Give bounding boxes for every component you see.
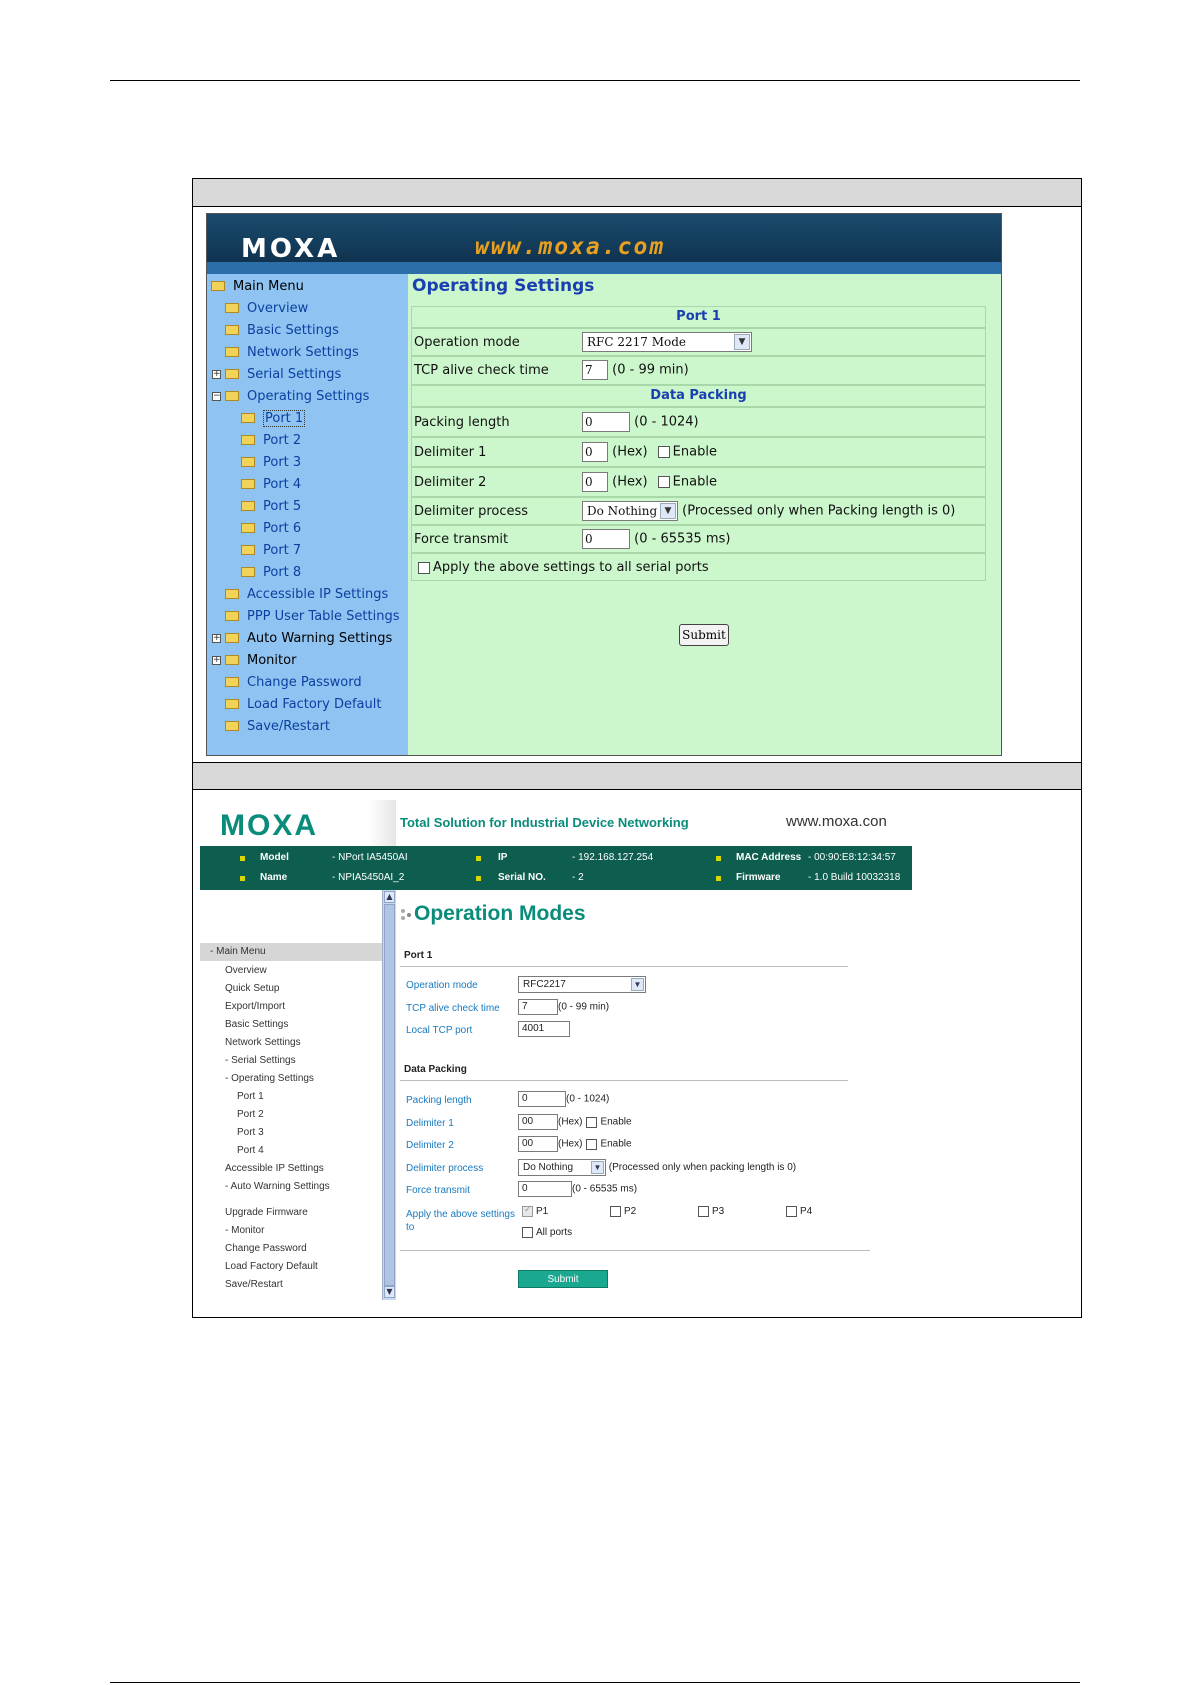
delimiter-2-enable-label: Enable xyxy=(600,1138,632,1150)
operation-mode-label: Operation mode xyxy=(406,980,478,991)
local-tcp-port-label: Local TCP port xyxy=(406,1025,473,1036)
tree-item-ppp-user-table[interactable]: PPP User Table Settings xyxy=(225,608,399,626)
menu-item-change-password[interactable]: Change Password xyxy=(225,1243,307,1254)
folder-icon xyxy=(225,347,239,357)
apply-p4-label: P4 xyxy=(800,1206,813,1218)
delimiter-2-input[interactable]: 00 xyxy=(518,1136,558,1152)
operation-mode-label: Operation mode xyxy=(414,335,520,350)
submit-button[interactable]: Submit xyxy=(518,1270,608,1288)
name-value: - NPIA5450AI_2 xyxy=(332,872,405,883)
force-transmit-input[interactable]: 0 xyxy=(518,1181,572,1197)
tree-item-serial-settings[interactable]: Serial Settings xyxy=(225,366,341,384)
serial-value: - 2 xyxy=(572,872,584,883)
delimiter-2-label: Delimiter 2 xyxy=(406,1140,454,1151)
main-menu-header[interactable]: - Main Menu xyxy=(200,943,382,961)
delimiter-1-enable-label: Enable xyxy=(600,1116,632,1128)
apply-all-ports-label: All ports xyxy=(536,1227,573,1239)
tree-item-port-1[interactable]: Port 1 xyxy=(241,410,305,428)
page-title: Operating Settings xyxy=(412,276,595,296)
delimiter-2-input[interactable]: 0 xyxy=(582,472,608,492)
chevron-down-icon: ▼ xyxy=(631,978,644,991)
data-packing-title: Data Packing xyxy=(404,1064,467,1075)
tree-item-port-4[interactable]: Port 4 xyxy=(241,476,301,494)
old-main-panel xyxy=(408,274,1001,755)
menu-item-port-1[interactable]: Port 1 xyxy=(237,1091,264,1102)
tree-item-change-password[interactable]: Change Password xyxy=(225,674,362,692)
chevron-down-icon: ▼ xyxy=(660,503,676,519)
operation-mode-select[interactable]: RFC2217 ▼ xyxy=(518,976,646,993)
tree-item-operating-settings[interactable]: Operating Settings xyxy=(225,388,369,406)
caption-band-middle xyxy=(193,762,1081,790)
apply-p3-label: P3 xyxy=(712,1206,725,1218)
folder-icon xyxy=(241,457,255,467)
data-packing-header: Data Packing xyxy=(411,385,986,407)
apply-all-checkbox[interactable] xyxy=(418,562,430,574)
section-divider xyxy=(400,1250,870,1251)
tree-item-accessible-ip[interactable]: Accessible IP Settings xyxy=(225,586,388,604)
packing-length-label: Packing length xyxy=(406,1095,472,1106)
caption-band-top xyxy=(193,179,1081,207)
delimiter-1-enable-checkbox[interactable] xyxy=(586,1117,597,1128)
row-delimiter-process xyxy=(411,497,986,525)
menu-item-port-3[interactable]: Port 3 xyxy=(237,1127,264,1138)
title-dots-icon xyxy=(400,908,412,922)
new-web-console xyxy=(200,800,912,1300)
bullet-icon xyxy=(716,856,721,861)
folder-icon xyxy=(225,369,239,379)
row-apply-all xyxy=(411,553,986,581)
scrollbar-thumb[interactable] xyxy=(384,904,395,1286)
folder-icon xyxy=(225,633,239,643)
delimiter-1-input[interactable]: 00 xyxy=(518,1114,558,1130)
tree-item-port-6[interactable]: Port 6 xyxy=(241,520,301,538)
tcp-alive-hint: (0 - 99 min) xyxy=(558,1001,610,1013)
chevron-down-icon: ▼ xyxy=(734,334,750,350)
delimiter-process-select[interactable]: Do Nothing ▼ xyxy=(518,1159,606,1176)
folder-icon xyxy=(241,413,255,423)
menu-item-upgrade-firmware[interactable]: Upgrade Firmware xyxy=(225,1207,308,1218)
old-sidebar xyxy=(207,274,408,755)
firmware-key: Firmware xyxy=(736,872,781,883)
menu-item-network-settings[interactable]: Network Settings xyxy=(225,1037,301,1048)
old-web-console xyxy=(206,213,1002,756)
tree-item-port-5[interactable]: Port 5 xyxy=(241,498,301,516)
folder-icon xyxy=(225,303,239,313)
packing-length-input[interactable]: 0 xyxy=(518,1091,566,1107)
menu-item-save-restart[interactable]: Save/Restart xyxy=(225,1279,283,1290)
force-transmit-hint: (0 - 65535 ms) xyxy=(634,531,731,547)
delimiter-process-hint: (Processed only when Packing length is 0) xyxy=(682,503,956,519)
page-bottom-rule xyxy=(110,1682,1080,1683)
tree-item-network-settings[interactable]: Network Settings xyxy=(225,344,359,362)
ip-value: - 192.168.127.254 xyxy=(572,852,654,863)
bullet-icon xyxy=(716,876,721,881)
delimiter-2-hex: (Hex) xyxy=(558,1138,583,1150)
force-transmit-hint: (0 - 65535 ms) xyxy=(572,1183,638,1195)
page-title: Operation Modes xyxy=(414,902,586,925)
force-transmit-input[interactable]: 0 xyxy=(582,529,630,549)
bullet-icon xyxy=(476,856,481,861)
tree-item-monitor[interactable]: Monitor xyxy=(225,652,296,670)
apply-p4-checkbox[interactable] xyxy=(786,1206,797,1217)
apply-p3-checkbox[interactable] xyxy=(698,1206,709,1217)
delimiter-process-select[interactable]: Do Nothing ▼ xyxy=(582,501,678,521)
row-delimiter-2 xyxy=(411,467,986,497)
tree-item-port-7[interactable]: Port 7 xyxy=(241,542,301,560)
tcp-alive-label: TCP alive check time xyxy=(406,1003,500,1014)
delimiter-process-label: Delimiter process xyxy=(414,504,529,519)
delimiter-1-hex: (Hex) xyxy=(558,1116,583,1128)
device-info-bar xyxy=(200,846,912,890)
folder-icon xyxy=(225,677,239,687)
folder-icon xyxy=(241,545,255,555)
logo-gradient-bar xyxy=(368,800,396,846)
menu-item-port-4[interactable]: Port 4 xyxy=(237,1145,264,1156)
expand-plus-icon[interactable]: + xyxy=(213,369,221,379)
row-delimiter-1 xyxy=(411,437,986,467)
packing-length-label: Packing length xyxy=(414,415,510,430)
old-banner xyxy=(207,214,1001,274)
folder-icon xyxy=(225,655,239,665)
folder-icon xyxy=(225,699,239,709)
page-top-rule xyxy=(110,80,1080,81)
section-divider xyxy=(400,1080,848,1081)
delimiter-1-hex: (Hex) xyxy=(612,444,648,460)
submit-button[interactable]: Submit xyxy=(679,624,729,646)
folder-icon xyxy=(241,435,255,445)
tcp-alive-hint: (0 - 99 min) xyxy=(612,362,689,378)
mac-value: - 00:90:E8:12:34:57 xyxy=(808,852,896,863)
apply-all-ports-checkbox[interactable] xyxy=(522,1227,533,1238)
chevron-down-icon: ▼ xyxy=(591,1161,604,1174)
row-packing-length xyxy=(411,407,986,437)
expand-plus-icon[interactable]: + xyxy=(213,655,221,665)
apply-settings-label-line1: Apply the above settings xyxy=(406,1209,515,1220)
tree-item-port-2[interactable]: Port 2 xyxy=(241,432,301,450)
apply-p1-label: P1 xyxy=(536,1206,549,1218)
delimiter-2-enable-label: Enable xyxy=(672,474,717,490)
open-folder-icon xyxy=(225,391,239,401)
tree-item-port-8[interactable]: Port 8 xyxy=(241,564,301,582)
bullet-icon xyxy=(240,856,245,861)
folder-icon xyxy=(225,589,239,599)
apply-settings-label-line2: to xyxy=(406,1222,415,1233)
apply-p1-checkbox[interactable] xyxy=(522,1206,533,1217)
tree-item-save-restart[interactable]: Save/Restart xyxy=(225,718,330,736)
apply-p2-label: P2 xyxy=(624,1206,637,1218)
folder-icon xyxy=(225,325,239,335)
model-key: Model xyxy=(260,852,289,863)
row-tcp-alive xyxy=(411,356,986,385)
port-header: Port 1 xyxy=(411,306,986,328)
mac-key: MAC Address xyxy=(736,852,802,863)
tcp-alive-label: TCP alive check time xyxy=(414,363,549,378)
serial-key: Serial NO. xyxy=(498,872,546,883)
tree-item-basic-settings[interactable]: Basic Settings xyxy=(225,322,339,340)
delimiter-2-enable-checkbox[interactable] xyxy=(586,1139,597,1150)
delimiter-2-label: Delimiter 2 xyxy=(414,475,487,490)
moxa-url[interactable]: www.moxa.com xyxy=(475,234,666,260)
packing-length-hint: (0 - 1024) xyxy=(566,1093,610,1105)
tcp-alive-input[interactable]: 7 xyxy=(582,360,608,380)
menu-item-load-factory-default[interactable]: Load Factory Default xyxy=(225,1261,318,1272)
folder-icon xyxy=(241,479,255,489)
packing-length-hint: (0 - 1024) xyxy=(634,414,699,430)
delimiter-1-label: Delimiter 1 xyxy=(406,1118,454,1129)
moxa-url[interactable]: www.moxa.con xyxy=(786,813,887,830)
delimiter-process-hint: (Processed only when packing length is 0) xyxy=(608,1162,797,1174)
delimiter-2-enable-checkbox[interactable] xyxy=(658,476,670,488)
name-key: Name xyxy=(260,872,288,883)
menu-item-monitor[interactable]: - Monitor xyxy=(225,1225,265,1236)
moxa-logo: MOXA xyxy=(241,234,341,264)
tree-item-port-3[interactable]: Port 3 xyxy=(241,454,301,472)
moxa-logo: MOXA xyxy=(220,809,318,842)
ip-key: IP xyxy=(498,852,508,863)
port-section-title: Port 1 xyxy=(404,950,433,961)
tree-item-overview[interactable]: Overview xyxy=(225,300,308,318)
force-transmit-label: Force transmit xyxy=(414,532,509,547)
tagline: Total Solution for Industrial Device Networking xyxy=(400,815,689,830)
bullet-icon xyxy=(240,876,245,881)
delimiter-1-label: Delimiter 1 xyxy=(414,445,487,460)
apply-p2-checkbox[interactable] xyxy=(610,1206,621,1217)
delimiter-1-enable-label: Enable xyxy=(672,444,717,460)
expand-plus-icon[interactable]: + xyxy=(213,633,221,643)
force-transmit-label: Force transmit xyxy=(406,1185,470,1196)
tree-item-load-factory-default[interactable]: Load Factory Default xyxy=(225,696,381,714)
new-main-panel xyxy=(396,890,912,1300)
folder-icon xyxy=(241,523,255,533)
delimiter-process-label: Delimiter process xyxy=(406,1163,484,1174)
delimiter-1-enable-checkbox[interactable] xyxy=(658,446,670,458)
open-folder-icon xyxy=(211,281,225,291)
menu-item-auto-warning[interactable]: - Auto Warning Settings xyxy=(225,1181,330,1192)
menu-item-export-import[interactable]: Export/Import xyxy=(225,1001,286,1012)
scroll-up-icon[interactable]: ▲ xyxy=(384,891,395,903)
apply-all-label: Apply the above settings to all serial ports xyxy=(433,560,709,575)
tcp-alive-input[interactable]: 7 xyxy=(518,999,558,1015)
menu-item-port-2[interactable]: Port 2 xyxy=(237,1109,264,1120)
row-force-transmit xyxy=(411,525,986,553)
bullet-icon xyxy=(476,876,481,881)
operation-mode-select[interactable]: RFC 2217 Mode ▼ xyxy=(582,332,752,352)
menu-item-overview[interactable]: Overview xyxy=(225,965,267,976)
sidebar-scrollbar[interactable] xyxy=(382,890,396,1300)
delimiter-1-input[interactable]: 0 xyxy=(582,442,608,462)
tree-item-auto-warning[interactable]: Auto Warning Settings xyxy=(225,630,392,648)
model-value: - NPort IA5450AI xyxy=(332,852,408,863)
firmware-value: - 1.0 Build 10032318 xyxy=(808,872,901,883)
menu-item-basic-settings[interactable]: Basic Settings xyxy=(225,1019,289,1030)
scroll-down-icon[interactable]: ▼ xyxy=(384,1286,395,1298)
folder-icon xyxy=(225,721,239,731)
collapse-minus-icon[interactable]: − xyxy=(213,391,221,401)
tree-root-main-menu[interactable]: Main Menu xyxy=(211,278,304,296)
menu-item-quick-setup[interactable]: Quick Setup xyxy=(225,983,280,994)
local-tcp-port-input[interactable]: 4001 xyxy=(518,1021,570,1037)
folder-icon xyxy=(241,501,255,511)
menu-item-accessible-ip[interactable]: Accessible IP Settings xyxy=(225,1163,324,1174)
folder-icon xyxy=(225,611,239,621)
packing-length-input[interactable]: 0 xyxy=(582,412,630,432)
delimiter-2-hex: (Hex) xyxy=(612,474,648,490)
folder-icon xyxy=(241,567,255,577)
section-divider xyxy=(400,966,848,967)
row-operation-mode xyxy=(411,328,986,356)
menu-item-serial-settings[interactable]: - Serial Settings xyxy=(225,1055,296,1066)
menu-item-operating-settings[interactable]: - Operating Settings xyxy=(225,1073,314,1084)
